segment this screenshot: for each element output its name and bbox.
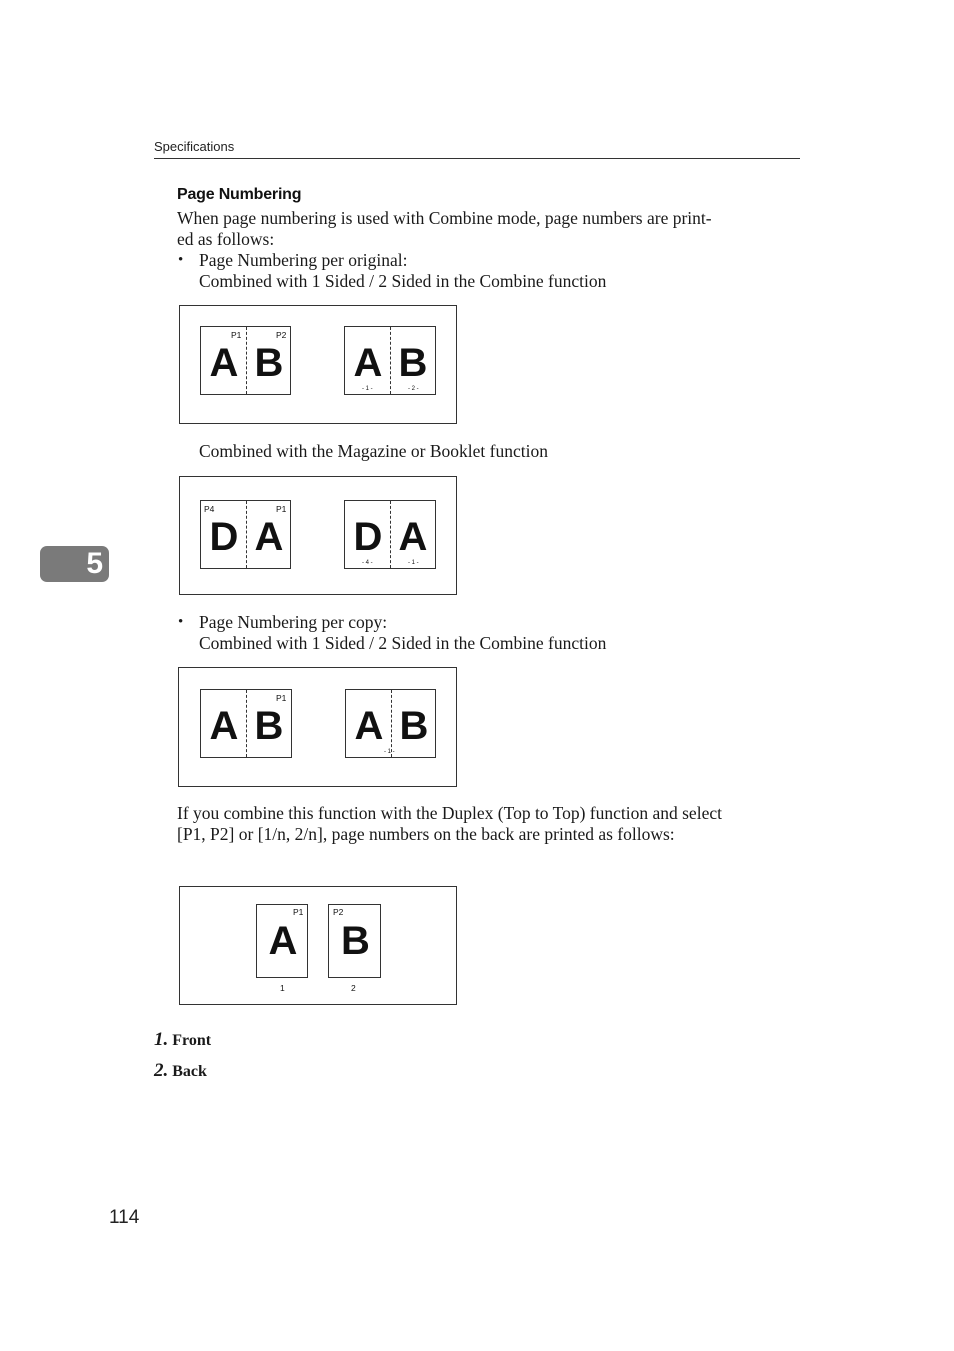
- page-letter: A: [398, 515, 428, 559]
- page-number: 114: [109, 1207, 140, 1228]
- page-label: P1: [276, 504, 287, 514]
- page-number-label: - 1 -: [408, 560, 419, 566]
- page-label: P1: [276, 693, 287, 703]
- page-number-label: - 2 -: [408, 386, 419, 392]
- section-title: Page Numbering: [177, 186, 302, 203]
- fold-line: [390, 327, 391, 394]
- page-letter: A: [209, 341, 239, 385]
- legend-label: Front: [172, 1032, 212, 1049]
- legend-number: 2.: [154, 1060, 169, 1081]
- bullet-marker: •: [178, 252, 184, 268]
- duplex-note-line-2: [P1, P2] or [1/n, 2/n], page numbers on the back are printed as follows:: [177, 824, 675, 844]
- per-copy-sub1: Combined with 1 Sided / 2 Sided in the Combine function: [199, 633, 607, 653]
- page-number-label: - 4 -: [362, 560, 373, 566]
- original-sheet: [200, 326, 291, 395]
- page-letter: A: [354, 704, 384, 748]
- page-number-label: - 1 -: [362, 386, 373, 392]
- running-head: Specifications: [154, 139, 235, 154]
- page-letter: A: [209, 704, 239, 748]
- per-original-sub1: Combined with 1 Sided / 2 Sided in the Combine function: [199, 271, 607, 291]
- legend-item: [154, 1060, 207, 1082]
- header-rule: [154, 158, 800, 159]
- page-letter: A: [268, 919, 298, 963]
- duplex-note-line-1: If you combine this function with the Duplex (Top to Top) function and select: [177, 803, 722, 823]
- page-letter: B: [398, 341, 428, 385]
- intro-line-1: When page numbering is used with Combine mode, page numbers are print-: [177, 208, 712, 228]
- page-label: P4: [204, 504, 215, 514]
- fold-line: [391, 690, 392, 757]
- page-letter: D: [209, 515, 239, 559]
- legend-item: [154, 1029, 211, 1051]
- page-letter: B: [399, 704, 429, 748]
- figure-4: [179, 886, 457, 1005]
- fold-line: [390, 501, 391, 568]
- per-original-label: Page Numbering per original:: [199, 250, 408, 270]
- copy-sheet: [344, 326, 436, 395]
- page-label: P2: [276, 330, 287, 340]
- fold-line: [246, 690, 247, 757]
- page-letter: B: [254, 341, 284, 385]
- bullet-marker: •: [178, 614, 184, 630]
- callout-number: 2: [351, 983, 356, 993]
- page-label: P2: [333, 907, 344, 917]
- page-letter: D: [353, 515, 383, 559]
- figure-2: [179, 476, 457, 595]
- figure-1: [179, 305, 457, 424]
- back-sheet: [328, 904, 381, 978]
- fold-line: [246, 327, 247, 394]
- fold-line: [246, 501, 247, 568]
- front-sheet: [256, 904, 308, 978]
- copy-sheet: [345, 689, 436, 758]
- callout-number: 1: [280, 983, 285, 993]
- legend-number: 1.: [154, 1029, 169, 1050]
- legend-label: Back: [172, 1063, 207, 1080]
- per-copy-label: Page Numbering per copy:: [199, 612, 388, 632]
- page-letter: A: [353, 341, 383, 385]
- page-label: P1: [293, 907, 304, 917]
- original-sheet: [200, 500, 291, 569]
- figure-3: [178, 667, 457, 787]
- page-number-label: - 1 -: [384, 749, 395, 755]
- page-letter: B: [341, 919, 370, 963]
- page-letter: B: [254, 704, 284, 748]
- copy-sheet: [344, 500, 436, 569]
- page-letter: A: [254, 515, 284, 559]
- original-sheet: [200, 689, 292, 758]
- intro-line-2: ed as follows:: [177, 229, 275, 249]
- per-original-sub2: Combined with the Magazine or Booklet function: [199, 441, 548, 461]
- page-label: P1: [231, 330, 242, 340]
- chapter-tab: 5: [40, 546, 109, 582]
